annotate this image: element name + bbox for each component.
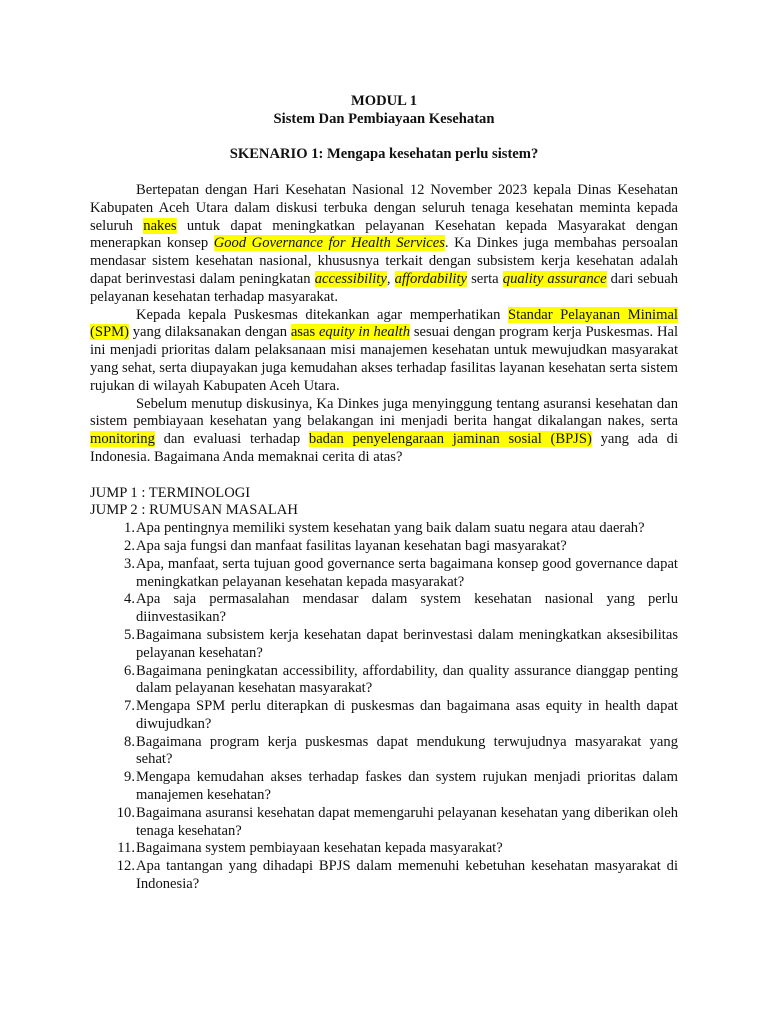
paragraph-1-text: Bertepatan dengan Hari Kesehatan Nasional 12 November 2023 kepala Dinas Kesehatan Kabupaten Aceh Utara dalam diskusi terbuka dengan seluruh tenaga kesehatan meminta kepada seluruh bbox=[90, 181, 678, 234]
list-item-text: Mengapa kemudahan akses terhadap faskes dan system rujukan menjadi prioritas dalam manajemen kesehatan? bbox=[136, 769, 678, 804]
list-item-text: Apa saja permasalahan mendasar dalam system kesehatan nasional yang perlu diinvestasikan? bbox=[136, 591, 678, 626]
list-item-text: Bagaimana system pembiayaan kesehatan kepada masyarakat? bbox=[136, 840, 503, 857]
highlight-affordability bbox=[395, 271, 467, 287]
italic-term: equity in health bbox=[318, 324, 411, 341]
list-item bbox=[90, 769, 678, 805]
list-item-text: Bagaimana program kerja puskesmas dapat mendukung terwujudnya masyarakat yang sehat? bbox=[136, 733, 678, 768]
highlight-prefix: asas bbox=[290, 324, 319, 341]
paragraph-1 bbox=[90, 182, 678, 307]
list-item-number: 6. bbox=[124, 662, 135, 679]
paragraph-1-text: dari sebuah pelayanan kesehatan terhadap masyarakat. bbox=[90, 270, 678, 305]
italic-term: quality assurance bbox=[502, 270, 607, 287]
list-item bbox=[90, 520, 678, 538]
list-item-number: 9. bbox=[124, 769, 135, 786]
highlight-nakes: nakes bbox=[143, 217, 177, 234]
list-item-number: 5. bbox=[124, 626, 135, 643]
list-item bbox=[90, 627, 678, 663]
paragraph-3 bbox=[90, 396, 678, 467]
list-item bbox=[90, 840, 678, 858]
jump-1-heading: JUMP 1 : TERMINOLOGI bbox=[90, 484, 251, 501]
list-item-number: 4. bbox=[124, 591, 135, 608]
list-item-text: Bagaimana subsistem kerja kesehatan dapat berinvestasi dalam meningkatkan aksesibilitas pelayanan kesehatan? bbox=[136, 626, 678, 661]
highlight-spm: Standar Pelayanan Minimal (SPM) bbox=[90, 306, 678, 341]
paragraph-3-text: Sebelum menutup diskusinya, Ka Dinkes juga menyinggung tentang asuransi kesehatan dan sistem pembiayaan kesehatan yang belakangan ini menjadi berita hangat dikalangan nakes, serta bbox=[90, 395, 678, 430]
module-title: MODUL 1 bbox=[350, 93, 418, 109]
list-item-number: 2. bbox=[124, 537, 135, 554]
list-item-text: Bagaimana asuransi kesehatan dapat memengaruhi pelayanan kesehatan yang diberikan oleh tenaga kesehatan? bbox=[136, 804, 678, 839]
paragraph-2 bbox=[90, 307, 678, 396]
paragraph-2-text: Kepada kepala Puskesmas ditekankan agar memperhatikan bbox=[136, 306, 509, 323]
list-item-number: 8. bbox=[124, 733, 135, 750]
list-item-number: 7. bbox=[124, 698, 135, 715]
list-item-text: Apa tantangan yang dihadapi BPJS dalam memenuhi kebetuhan kesehatan masyarakat di Indonesia? bbox=[136, 858, 678, 893]
list-item-number: 11. bbox=[117, 840, 135, 857]
highlight-monitoring: monitoring bbox=[90, 431, 155, 448]
list-item-text: Apa saja fungsi dan manfaat fasilitas layanan kesehatan bagi masyarakat? bbox=[136, 537, 567, 554]
list-item-number: 12. bbox=[116, 858, 135, 875]
list-item bbox=[90, 591, 678, 627]
paragraph-1-text: untuk dapat meningkatkan pelayanan Kesehatan kepada Masyarakat dengan menerapkan konsep bbox=[90, 217, 678, 252]
paragraph-2-text: yang dilaksanakan dengan bbox=[128, 324, 291, 341]
document-page bbox=[90, 93, 678, 894]
italic-term: accessibility bbox=[314, 270, 387, 287]
list-item-text: Bagaimana peningkatan accessibility, affordability, dan quality assurance dianggap penting dalam pelayanan kesehatan masyarakat? bbox=[136, 662, 678, 697]
paragraph-1-text: , bbox=[386, 270, 395, 287]
paragraph-2-text: sesuai dengan program kerja Puskesmas. Hal ini menjadi prioritas dalam pelaksanaan misi manajemen kesehatan untuk mewujudkan masyarakat yang sehat, serta diupayakan juga kemudahan akses terhadap fasilitas layanan kesehatan serta sistem rujukan di wilayah Kabupaten Aceh Utara. bbox=[90, 324, 679, 394]
module-subtitle: Sistem Dan Pembiayaan Kesehatan bbox=[273, 110, 495, 127]
scenario-title: SKENARIO 1: Mengapa kesehatan perlu sistem? bbox=[229, 146, 539, 163]
highlight-bpjs: badan penyelengaraan jaminan sosial (BPJS) bbox=[308, 431, 592, 448]
highlight-accessibility bbox=[315, 271, 387, 287]
list-item bbox=[90, 805, 678, 841]
list-item-number: 3. bbox=[124, 555, 135, 572]
list-item bbox=[90, 858, 678, 894]
paragraph-3-text: yang ada di Indonesia. Bagaimana Anda memaknai cerita di atas? bbox=[90, 431, 678, 465]
list-item-text: Apa pentingnya memiliki system kesehatan yang baik dalam suatu negara atau daerah? bbox=[136, 520, 645, 537]
highlight-equity-in-health bbox=[291, 324, 410, 340]
list-item-number: 10. bbox=[116, 804, 135, 821]
list-item bbox=[90, 698, 678, 734]
question-list bbox=[90, 520, 678, 894]
italic-term: affordability bbox=[394, 270, 468, 287]
italic-term: Good Governance for Health Services bbox=[213, 235, 445, 252]
paragraph-3-text: dan evaluasi terhadap bbox=[154, 431, 309, 448]
list-item bbox=[90, 734, 678, 770]
list-item bbox=[90, 663, 678, 699]
list-item bbox=[90, 556, 678, 592]
list-item-text: Mengapa SPM perlu diterapkan di puskesmas dan bagaimana asas equity in health dapat diwujudkan? bbox=[136, 698, 678, 732]
paragraph-1-text: . Ka Dinkes juga membahas persoalan mendasar sistem kesehatan nasional, khususnya terkait dengan subsistem kerja kesehatan adalah dapat berinvestasi dalam peningkatan bbox=[90, 235, 678, 287]
list-item-text: Apa, manfaat, serta tujuan good governance serta bagaimana konsep good governance dapat meningkatkan pelayanan kesehatan kepada masyarakat? bbox=[136, 555, 678, 590]
list-item-number: 1. bbox=[124, 520, 135, 537]
paragraph-1-text: serta bbox=[467, 270, 503, 287]
highlight-quality-assurance bbox=[503, 271, 607, 287]
jump-2-heading: JUMP 2 : RUMUSAN MASALAH bbox=[90, 502, 298, 519]
list-item bbox=[90, 538, 678, 556]
highlight-good-governance bbox=[214, 235, 445, 251]
